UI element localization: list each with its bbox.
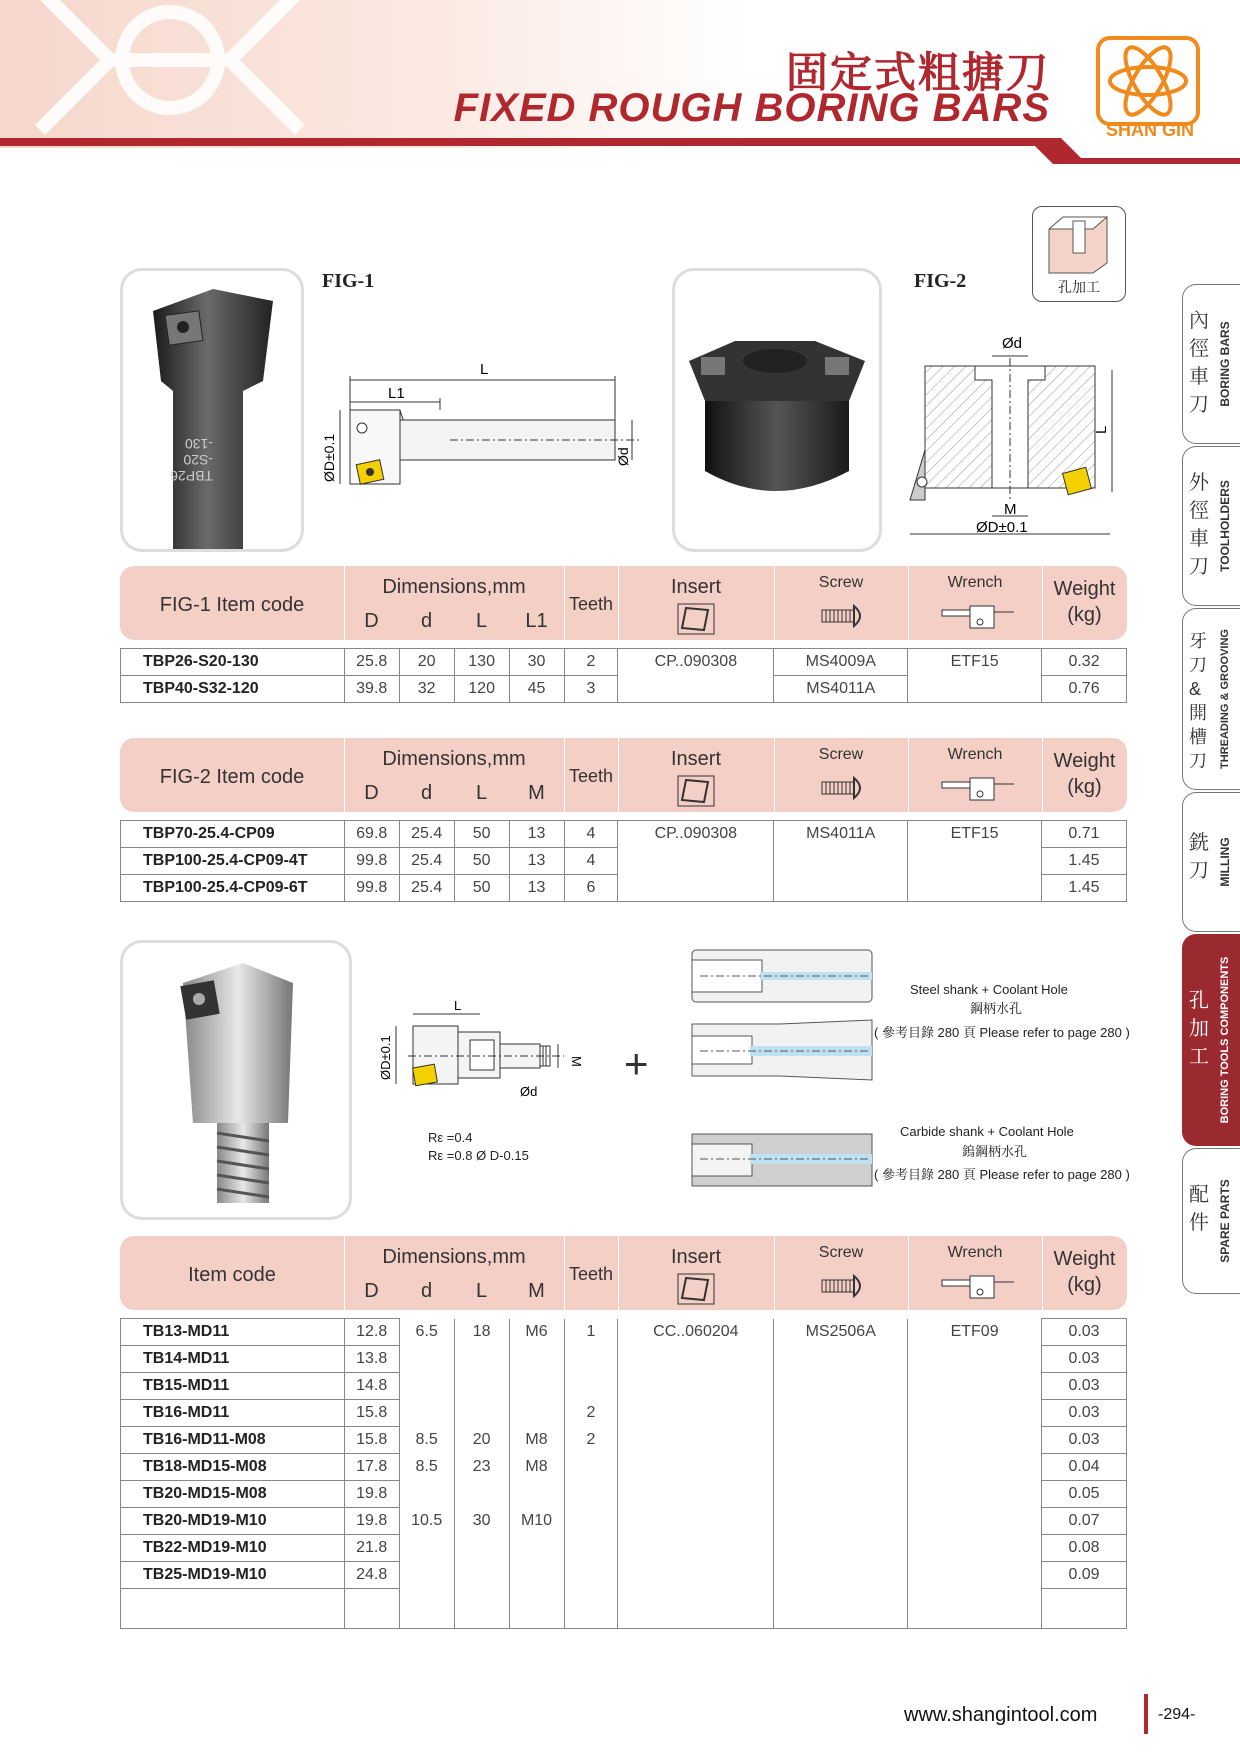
cell-weight: 0.03 xyxy=(1042,1400,1127,1427)
cell-weight: 0.08 xyxy=(1042,1535,1127,1562)
cell-L: 50 xyxy=(454,821,509,848)
table1-header xyxy=(120,566,1127,640)
tab-label-en: THREADING & GROOVING xyxy=(1219,629,1231,769)
table1 xyxy=(120,648,1127,703)
cell-d xyxy=(399,1346,454,1373)
brand-logo xyxy=(1096,36,1200,126)
item-code: TB20-MD15-M08 xyxy=(121,1481,345,1508)
dim-label: L xyxy=(454,998,462,1013)
cell-screw xyxy=(774,1508,908,1535)
wrench-icon xyxy=(938,1272,1018,1302)
fig1-drawing xyxy=(310,350,650,510)
plus-sign: + xyxy=(624,1040,649,1087)
cell-M xyxy=(509,1346,564,1373)
steel-shank-label-cn: 鋼柄水孔 xyxy=(970,1001,1023,1016)
cell-d: 8.5 xyxy=(399,1427,454,1454)
screw-icon xyxy=(820,602,870,630)
cell-L: 30 xyxy=(454,1508,509,1535)
item-code: TB13-MD11 xyxy=(121,1319,345,1346)
teeth-header: Teeth xyxy=(568,1264,614,1284)
cell-teeth: 6 xyxy=(564,875,618,902)
cell-D: 15.8 xyxy=(344,1427,399,1454)
page-title-cn: 固定式粗搪刀 xyxy=(785,48,1050,97)
table-row xyxy=(121,1373,1127,1400)
cell-insert xyxy=(618,1346,774,1373)
item-code: TB22-MD19-M10 xyxy=(121,1535,345,1562)
cell-weight: 0.03 xyxy=(1042,1319,1127,1346)
empty-cell xyxy=(774,1589,908,1629)
carbide-shank-drawing xyxy=(690,1132,874,1190)
page-number: -294- xyxy=(1158,1706,1196,1723)
tab-label-en: BORING BARS xyxy=(1218,321,1232,407)
teeth-header: Teeth xyxy=(568,594,614,614)
tab-label-en: MILLING xyxy=(1218,837,1232,887)
cell-wrench xyxy=(908,1454,1042,1481)
cell-d xyxy=(399,1373,454,1400)
tab-label-en: TOOLHOLDERS xyxy=(1218,480,1232,572)
table-row xyxy=(121,1400,1127,1427)
cell-wrench xyxy=(908,1427,1042,1454)
item-code: TB16-MD11-M08 xyxy=(121,1427,345,1454)
col-header-M: M xyxy=(528,1280,545,1302)
cell-D: 14.8 xyxy=(344,1373,399,1400)
tab-label-cn: 孔加工 xyxy=(1189,990,1209,1068)
tab-label-cn: 牙刀&開槽刀 xyxy=(1189,631,1207,771)
block-hole-icon xyxy=(1033,207,1125,275)
hole-machining-icon xyxy=(1032,206,1126,302)
carbide-shank-label-cn: 鎢鋼柄水孔 xyxy=(962,1144,1028,1159)
cell-wrench xyxy=(908,1400,1042,1427)
cell-M xyxy=(509,1373,564,1400)
dim-label: ØD±0.1 xyxy=(321,433,337,482)
cell-L: 50 xyxy=(454,875,509,902)
cell-weight: 0.32 xyxy=(1042,649,1127,676)
steel-shank-ref: ( 參考目錄 280 頁 Please refer to page 280 ) xyxy=(874,1025,1130,1040)
insert-icon xyxy=(676,774,716,808)
dim-label: M xyxy=(569,1056,584,1067)
cell-M: 13 xyxy=(509,875,564,902)
page-title-en: FIXED ROUGH BORING BARS xyxy=(453,86,1050,130)
carbide-shank-label: Carbide shank + Coolant Hole xyxy=(900,1124,1074,1139)
cell-D: 25.8 xyxy=(344,649,399,676)
fig2-drawing xyxy=(900,330,1130,540)
cell-L: 120 xyxy=(454,676,509,703)
tab-label-en: SPARE PARTS xyxy=(1218,1179,1232,1263)
cell-weight: 0.09 xyxy=(1042,1562,1127,1589)
cell-M xyxy=(509,1535,564,1562)
cell-D: 69.8 xyxy=(344,821,399,848)
header-star-pattern xyxy=(0,0,320,140)
dim-label: L xyxy=(480,361,489,378)
cell-d: 6.5 xyxy=(399,1319,454,1346)
weight-header: Weight xyxy=(1053,750,1116,772)
item-code: TBP100-25.4-CP09-6T xyxy=(121,875,345,902)
table-row-spacer xyxy=(121,1589,1127,1629)
cell-L1: 30 xyxy=(509,649,564,676)
cell-M: 13 xyxy=(509,848,564,875)
empty-cell xyxy=(564,1589,618,1629)
cell-D: 17.8 xyxy=(344,1454,399,1481)
header-rule-right xyxy=(1060,158,1240,164)
cell-M: M8 xyxy=(509,1454,564,1481)
cell-wrench: ETF15 xyxy=(908,649,1042,703)
fig3-drawing xyxy=(368,996,608,1100)
cell-D: 15.8 xyxy=(344,1400,399,1427)
table1-item-code-header: FIG-1 Item code xyxy=(159,594,305,616)
cell-L: 50 xyxy=(454,848,509,875)
screw-header: Screw xyxy=(818,746,864,763)
cell-insert: CP..090308 xyxy=(618,649,774,703)
cell-L: 18 xyxy=(454,1319,509,1346)
teeth-header: Teeth xyxy=(568,766,614,786)
cell-screw: MS4011A xyxy=(774,821,908,902)
cell-M: 13 xyxy=(509,821,564,848)
col-header-D: D xyxy=(364,610,379,632)
cell-insert: CP..090308 xyxy=(618,821,774,902)
steel-shank-label: Steel shank + Coolant Hole xyxy=(910,982,1068,997)
weight-header: Weight xyxy=(1053,578,1116,600)
col-header-L1: L1 xyxy=(525,610,548,632)
cell-screw: MS2506A xyxy=(774,1319,908,1346)
cell-screw xyxy=(774,1400,908,1427)
cell-screw xyxy=(774,1535,908,1562)
hole-icon-label: 孔加工 xyxy=(1058,279,1100,295)
carbide-shank-ref: ( 參考目錄 280 頁 Please refer to page 280 ) xyxy=(874,1167,1130,1182)
sidebar-tab-milling[interactable] xyxy=(1182,792,1240,932)
sidebar-tab-threading[interactable] xyxy=(1182,608,1240,790)
cell-teeth xyxy=(564,1508,618,1535)
cell-D: 99.8 xyxy=(344,848,399,875)
insert-icon xyxy=(676,602,716,636)
cell-screw xyxy=(774,1454,908,1481)
fig1-photo xyxy=(120,268,304,552)
cell-L xyxy=(454,1535,509,1562)
empty-cell xyxy=(454,1589,509,1629)
sidebar-tab-boring-components[interactable] xyxy=(1182,934,1240,1146)
sidebar-tab-spare-parts[interactable] xyxy=(1182,1148,1240,1294)
cell-d: 32 xyxy=(399,676,454,703)
cell-teeth xyxy=(564,1346,618,1373)
radius-note: Rε =0.4 xyxy=(428,1130,473,1145)
cell-M xyxy=(509,1400,564,1427)
table-row xyxy=(121,1346,1127,1373)
table-row xyxy=(121,649,1127,676)
empty-cell xyxy=(1042,1589,1127,1629)
cell-insert xyxy=(618,1427,774,1454)
dim-label: ØD±0.1 xyxy=(378,1035,393,1080)
engraving-text: TBP26 xyxy=(170,468,213,484)
boring-bar-photo xyxy=(123,271,301,549)
table-row xyxy=(121,1481,1127,1508)
cell-teeth xyxy=(564,1454,618,1481)
tab-label-cn: 外徑車刀 xyxy=(1189,472,1209,578)
cell-screw xyxy=(774,1427,908,1454)
cell-D: 19.8 xyxy=(344,1508,399,1535)
cell-d xyxy=(399,1481,454,1508)
table2-header xyxy=(120,738,1127,812)
cell-insert xyxy=(618,1400,774,1427)
cell-insert xyxy=(618,1481,774,1508)
cell-wrench xyxy=(908,1562,1042,1589)
cell-teeth: 2 xyxy=(564,1427,618,1454)
col-header-d: d xyxy=(420,610,433,632)
steel-shank-drawings xyxy=(690,948,874,1104)
fig3-photo xyxy=(120,940,352,1220)
cell-screw: MS4009A xyxy=(774,649,908,676)
cell-weight: 1.45 xyxy=(1042,875,1127,902)
cell-screw xyxy=(774,1481,908,1508)
empty-cell xyxy=(121,1589,345,1629)
dimensions-header: Dimensions,mm xyxy=(382,576,526,598)
wrench-header: Wrench xyxy=(947,574,1003,591)
cell-d xyxy=(399,1535,454,1562)
weight-header: Weight xyxy=(1053,1248,1116,1270)
insert-header: Insert xyxy=(670,748,722,770)
wrench-header: Wrench xyxy=(947,1244,1003,1261)
cell-M: M8 xyxy=(509,1427,564,1454)
cell-d: 8.5 xyxy=(399,1454,454,1481)
brand-name: SHAN GIN xyxy=(1105,120,1194,140)
table2 xyxy=(120,820,1127,902)
cell-d: 10.5 xyxy=(399,1508,454,1535)
dim-label: ØD±0.1 xyxy=(976,519,1028,536)
cell-L: 23 xyxy=(454,1454,509,1481)
fig1-label: FIG-1 xyxy=(322,270,375,292)
cell-screw xyxy=(774,1562,908,1589)
cell-teeth: 1 xyxy=(564,1319,618,1346)
cell-screw xyxy=(774,1373,908,1400)
header-rule xyxy=(0,138,1060,146)
cell-D: 12.8 xyxy=(344,1319,399,1346)
item-code: TB14-MD11 xyxy=(121,1346,345,1373)
modular-boring-head-photo xyxy=(123,943,349,1217)
cell-teeth xyxy=(564,1373,618,1400)
cell-L xyxy=(454,1481,509,1508)
cell-wrench: ETF09 xyxy=(908,1319,1042,1346)
col-header-D: D xyxy=(364,1280,379,1302)
fig2-label: FIG-2 xyxy=(914,270,967,292)
screw-header: Screw xyxy=(818,1244,864,1261)
dimensions-header: Dimensions,mm xyxy=(382,1246,526,1268)
insert-header: Insert xyxy=(670,1246,722,1268)
cell-weight: 0.76 xyxy=(1042,676,1127,703)
table-row xyxy=(121,1562,1127,1589)
engraving-text: -S20 xyxy=(183,452,213,468)
dim-label: Ød xyxy=(520,1084,538,1099)
dim-label: L1 xyxy=(388,385,405,402)
table-row xyxy=(121,1319,1127,1346)
table-row xyxy=(121,1427,1127,1454)
item-code: TBP26-S20-130 xyxy=(121,649,345,676)
weight-unit: (kg) xyxy=(1067,1274,1102,1296)
wrench-icon xyxy=(938,602,1018,632)
cell-L xyxy=(454,1346,509,1373)
cell-d: 25.4 xyxy=(399,875,454,902)
dim-label: Ød xyxy=(1002,335,1023,352)
cell-weight: 0.03 xyxy=(1042,1346,1127,1373)
cell-weight: 1.45 xyxy=(1042,848,1127,875)
tab-label-cn: 配件 xyxy=(1189,1184,1209,1234)
cell-wrench xyxy=(908,1508,1042,1535)
item-code: TB18-MD15-M08 xyxy=(121,1454,345,1481)
col-header-M: M xyxy=(528,782,545,804)
cell-teeth: 4 xyxy=(564,821,618,848)
dim-label: Ød xyxy=(615,447,631,466)
cell-L xyxy=(454,1562,509,1589)
col-header-d: d xyxy=(420,1280,433,1302)
cell-insert xyxy=(618,1508,774,1535)
weight-unit: (kg) xyxy=(1067,776,1102,798)
cell-L: 130 xyxy=(454,649,509,676)
cell-screw: MS4011A xyxy=(774,676,908,703)
sidebar-tab-boring-bars[interactable] xyxy=(1182,284,1240,444)
tab-label-en: BORING TOOLS COMPONENTS xyxy=(1219,956,1231,1124)
empty-cell xyxy=(509,1589,564,1629)
cell-teeth: 2 xyxy=(564,1400,618,1427)
cell-M xyxy=(509,1481,564,1508)
table3-item-code-header: Item code xyxy=(188,1264,276,1286)
table-row xyxy=(121,1535,1127,1562)
item-code: TBP70-25.4-CP09 xyxy=(121,821,345,848)
dimensions-header: Dimensions,mm xyxy=(382,748,526,770)
table-row xyxy=(121,1454,1127,1481)
cell-teeth: 3 xyxy=(564,676,618,703)
atom-icon xyxy=(1100,40,1196,122)
empty-cell xyxy=(618,1589,774,1629)
cell-teeth xyxy=(564,1481,618,1508)
item-code: TB16-MD11 xyxy=(121,1400,345,1427)
screw-icon xyxy=(820,1272,870,1300)
face-mill-photo xyxy=(675,271,879,549)
cell-D: 21.8 xyxy=(344,1535,399,1562)
engraving-text: -130 xyxy=(184,436,213,452)
cell-teeth xyxy=(564,1535,618,1562)
table3-header xyxy=(120,1236,1127,1310)
col-header-L: L xyxy=(475,1280,488,1302)
radius-note: Rε =0.8 Ø D-0.15 xyxy=(428,1148,529,1163)
cell-d: 25.4 xyxy=(399,848,454,875)
cell-d: 25.4 xyxy=(399,821,454,848)
cell-d xyxy=(399,1400,454,1427)
table2-item-code-header: FIG-2 Item code xyxy=(159,766,305,788)
cell-teeth: 2 xyxy=(564,649,618,676)
weight-unit: (kg) xyxy=(1067,604,1102,626)
dim-label: L xyxy=(1093,425,1110,434)
cell-wrench xyxy=(908,1373,1042,1400)
cell-D: 39.8 xyxy=(344,676,399,703)
cell-weight: 0.03 xyxy=(1042,1373,1127,1400)
cell-wrench xyxy=(908,1346,1042,1373)
cell-D: 99.8 xyxy=(344,875,399,902)
table3 xyxy=(120,1318,1127,1629)
cell-insert xyxy=(618,1454,774,1481)
item-code: TB20-MD19-M10 xyxy=(121,1508,345,1535)
item-code: TBP100-25.4-CP09-4T xyxy=(121,848,345,875)
cell-M xyxy=(509,1562,564,1589)
cell-weight: 0.04 xyxy=(1042,1454,1127,1481)
cell-d: 20 xyxy=(399,649,454,676)
wrench-icon xyxy=(938,774,1018,804)
cell-D: 19.8 xyxy=(344,1481,399,1508)
cell-wrench: ETF15 xyxy=(908,821,1042,902)
cell-weight: 0.71 xyxy=(1042,821,1127,848)
footer-url[interactable]: www.shangintool.com xyxy=(904,1704,1098,1726)
cell-L1: 45 xyxy=(509,676,564,703)
col-header-L: L xyxy=(475,610,488,632)
cell-teeth: 4 xyxy=(564,848,618,875)
cell-insert xyxy=(618,1562,774,1589)
cell-insert xyxy=(618,1535,774,1562)
empty-cell xyxy=(344,1589,399,1629)
cell-D: 24.8 xyxy=(344,1562,399,1589)
fig2-photo xyxy=(672,268,882,552)
tab-label-cn: 銑刀 xyxy=(1189,832,1209,882)
cell-weight: 0.07 xyxy=(1042,1508,1127,1535)
item-code: TB15-MD11 xyxy=(121,1373,345,1400)
sidebar-tab-toolholders[interactable] xyxy=(1182,446,1240,606)
cell-insert xyxy=(618,1373,774,1400)
tab-label-cn: 內徑車刀 xyxy=(1189,310,1209,416)
item-code: TB25-MD19-M10 xyxy=(121,1562,345,1589)
empty-cell xyxy=(908,1589,1042,1629)
cell-insert: CC..060204 xyxy=(618,1319,774,1346)
cell-wrench xyxy=(908,1481,1042,1508)
cell-D: 13.8 xyxy=(344,1346,399,1373)
table-row xyxy=(121,821,1127,848)
cell-wrench xyxy=(908,1535,1042,1562)
col-header-D: D xyxy=(364,782,379,804)
cell-weight: 0.03 xyxy=(1042,1427,1127,1454)
table-row xyxy=(121,1508,1127,1535)
cell-teeth xyxy=(564,1562,618,1589)
col-header-L: L xyxy=(475,782,488,804)
dim-label: M xyxy=(1004,501,1017,518)
wrench-header: Wrench xyxy=(947,746,1003,763)
col-header-d: d xyxy=(420,782,433,804)
cell-L: 20 xyxy=(454,1427,509,1454)
cell-weight: 0.05 xyxy=(1042,1481,1127,1508)
cell-L xyxy=(454,1373,509,1400)
footer-divider xyxy=(1144,1694,1148,1734)
insert-header: Insert xyxy=(670,576,722,598)
cell-L xyxy=(454,1400,509,1427)
cell-M: M6 xyxy=(509,1319,564,1346)
screw-header: Screw xyxy=(818,574,864,591)
cell-d xyxy=(399,1562,454,1589)
item-code: TBP40-S32-120 xyxy=(121,676,345,703)
insert-icon xyxy=(676,1272,716,1306)
screw-icon xyxy=(820,774,870,802)
cell-M: M10 xyxy=(509,1508,564,1535)
empty-cell xyxy=(399,1589,454,1629)
cell-screw xyxy=(774,1346,908,1373)
